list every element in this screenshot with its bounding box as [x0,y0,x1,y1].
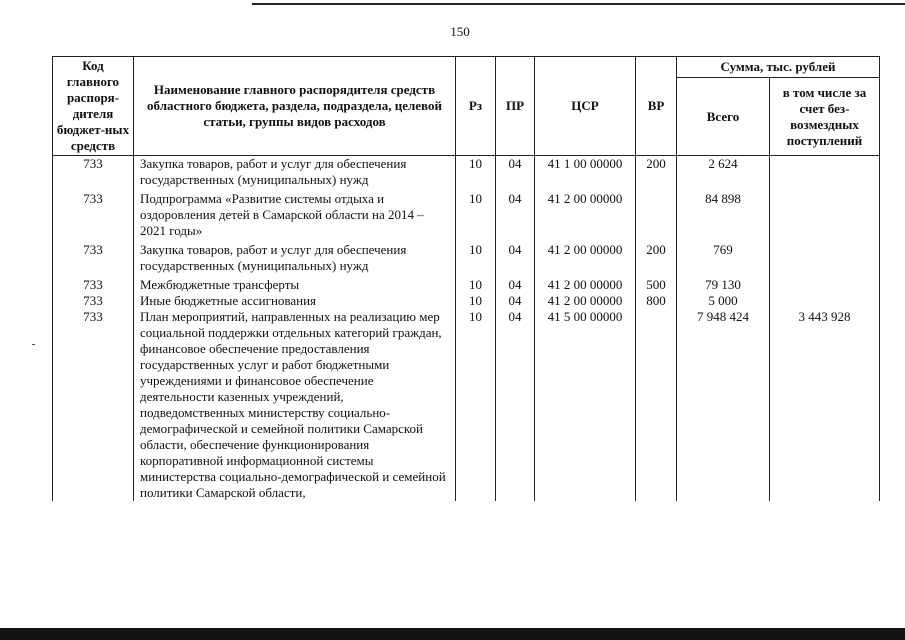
cell-name: Подпрограмма «Развитие системы отдыха и оздоровления детей в Самарской области на 2014 – 2021 годы» [134,191,456,242]
cell-pr: 04 [496,293,535,309]
header-name: Наименование главного распорядителя средств областного бюджета, раздела, подраздела, целевой статьи, группы видов расходов [134,57,456,156]
cell-total: 2 624 [677,156,770,192]
cell-csr: 41 5 00 00000 [535,309,636,501]
cell-rz: 10 [456,242,496,277]
cell-rz: 10 [456,309,496,501]
cell-rz: 10 [456,293,496,309]
cell-total: 79 130 [677,277,770,293]
table-row [53,293,880,309]
cell-csr: 41 2 00 00000 [535,242,636,277]
cell-code: 733 [53,191,134,242]
cell-pr: 04 [496,156,535,192]
table-row [53,191,880,242]
cell-incl: 3 443 928 [770,309,880,501]
cell-rz: 10 [456,277,496,293]
budget-table [52,56,880,501]
header-incl: в том числе за счет без-возмездных поступлений [770,78,880,156]
cell-incl [770,277,880,293]
cell-total: 84 898 [677,191,770,242]
cell-pr: 04 [496,277,535,293]
cell-code: 733 [53,309,134,501]
header-sum: Сумма, тыс. рублей [677,57,880,78]
cell-vr [636,309,677,501]
cell-vr: 200 [636,242,677,277]
cell-incl [770,156,880,192]
cell-vr: 800 [636,293,677,309]
cell-name: Закупка товаров, работ и услуг для обеспечения государственных (муниципальных) нужд [134,156,456,192]
table-row [53,156,880,192]
header-code: Код главного распоря-дителя бюджет-ных средств [53,57,134,156]
cell-vr: 200 [636,156,677,192]
cell-rz: 10 [456,191,496,242]
cell-name: План мероприятий, направленных на реализацию мер социальной поддержки отдельных категорий граждан, финансовое обеспечение предоставления государственных услуг и работ бюджетными учреждениями и финансовое обеспечение деятельности казенных учреждений, подведомственных министерству социально-демографической и семейной политики Самарской области, обеспечение функционирования корпоративной информационной системы министерства социально-демографической и семейной политики Самарской области, [134,309,456,501]
table-row [53,277,880,293]
page-number: 150 [450,24,470,39]
cell-incl [770,242,880,277]
cell-vr [636,191,677,242]
cell-name: Иные бюджетные ассигнования [134,293,456,309]
cell-csr: 41 2 00 00000 [535,277,636,293]
bottom-rule [0,628,905,640]
cell-code: 733 [53,242,134,277]
cell-name: Закупка товаров, работ и услуг для обеспечения государственных (муниципальных) нужд [134,242,456,277]
header-total: Всего [677,78,770,156]
cell-code: 733 [53,277,134,293]
cell-code: 733 [53,156,134,192]
cell-incl [770,293,880,309]
table-row [53,309,880,501]
cell-incl [770,191,880,242]
cell-rz: 10 [456,156,496,192]
cell-total: 769 [677,242,770,277]
cell-csr: 41 2 00 00000 [535,293,636,309]
cell-pr: 04 [496,309,535,501]
cell-name: Межбюджетные трансферты [134,277,456,293]
cell-total: 5 000 [677,293,770,309]
top-rule [252,3,905,5]
header-rz: Рз [456,57,496,156]
header-vr: ВР [636,57,677,156]
cell-pr: 04 [496,242,535,277]
cell-pr: 04 [496,191,535,242]
cell-vr: 500 [636,277,677,293]
header-pr: ПР [496,57,535,156]
cell-code: 733 [53,293,134,309]
header-row [53,57,880,78]
margin-mark [32,344,35,345]
header-csr: ЦСР [535,57,636,156]
cell-total: 7 948 424 [677,309,770,501]
cell-csr: 41 1 00 00000 [535,156,636,192]
cell-csr: 41 2 00 00000 [535,191,636,242]
table-row [53,242,880,277]
